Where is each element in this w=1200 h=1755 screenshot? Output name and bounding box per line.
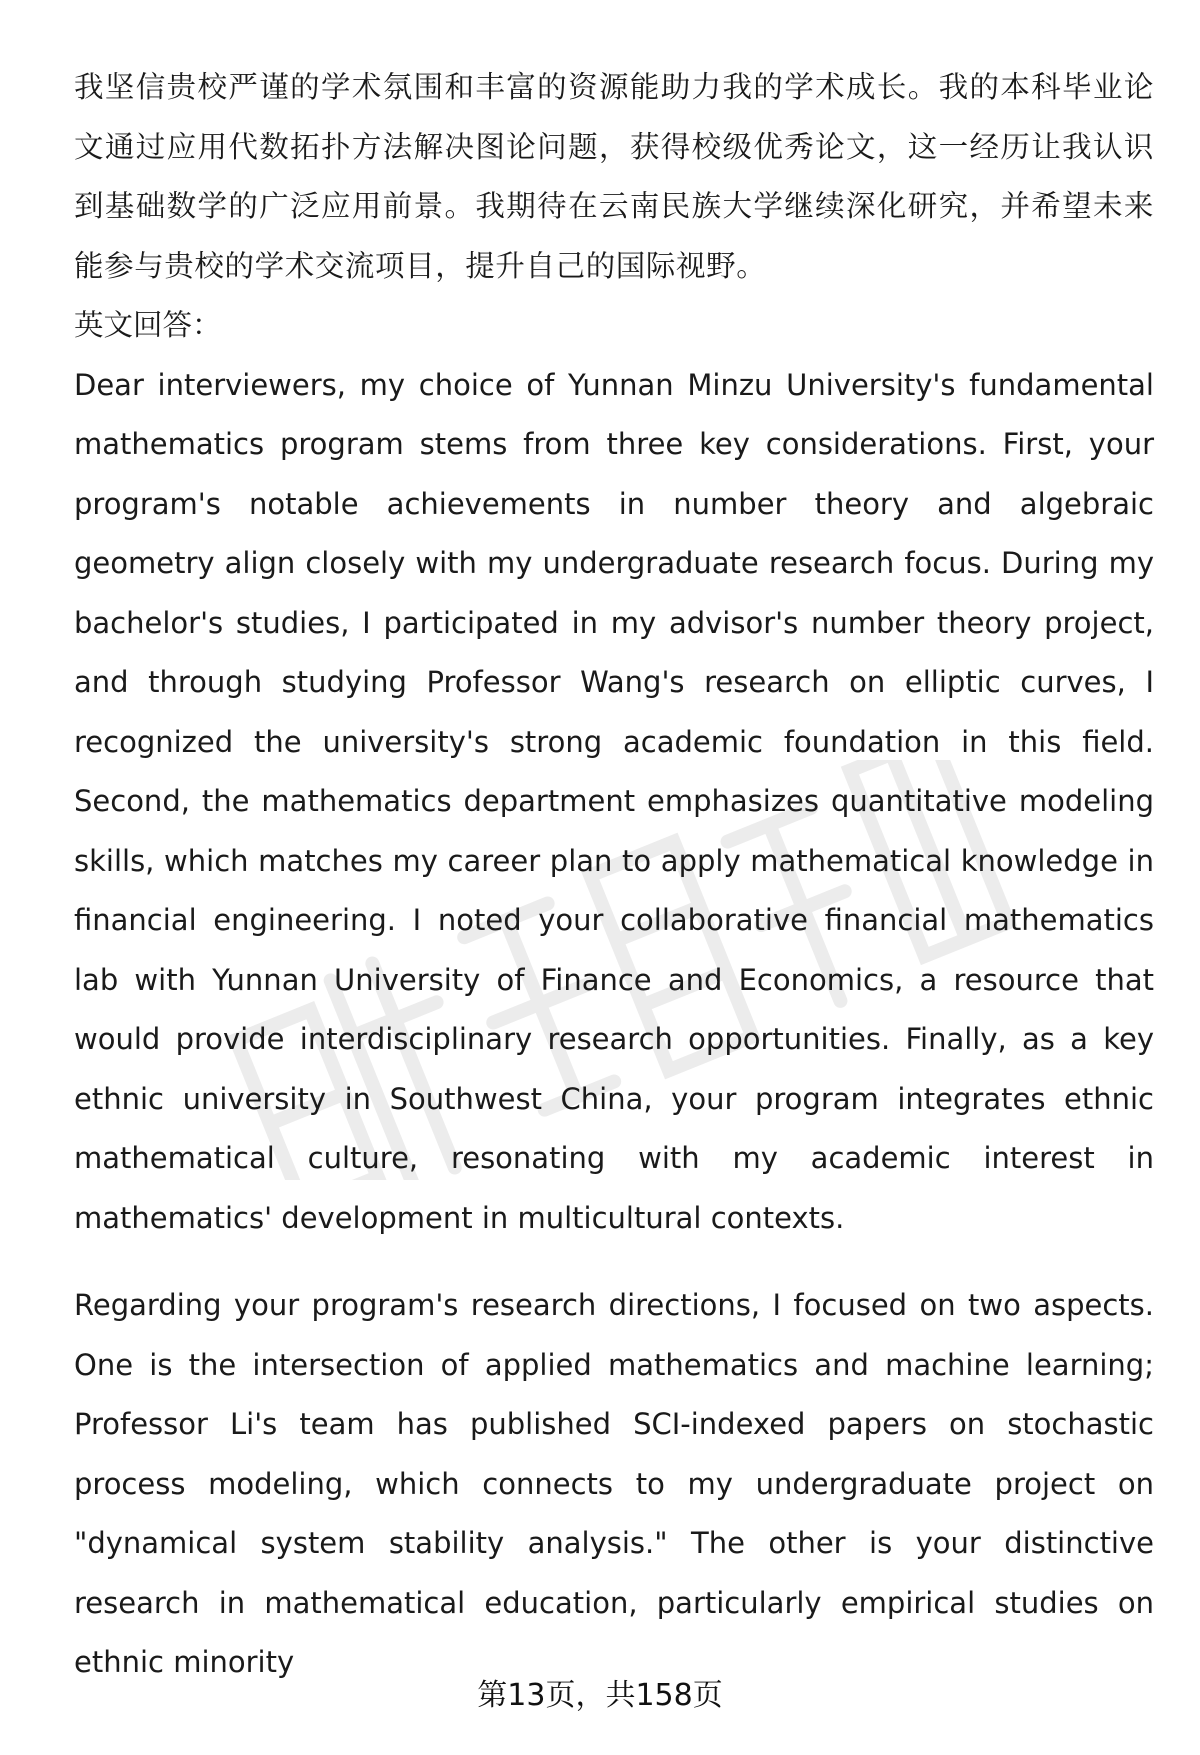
english-answer-paragraph-2: Regarding your program's research directions, I focused on two aspects. One is the intersection of applied mathematics and machine learning; Professor Li's team has published SCI-indexed papers on stochastic process modeling, which connects to my undergraduate project on "dynamical system stability analysis." The other is your distinctive research in mathematical education, particularly empirical studies on ethnic minority — [74, 1288, 1154, 1679]
chinese-answer-paragraph: 我坚信贵校严谨的学术氛围和丰富的资源能助力我的学术成长。我的本科毕业论文通过应用代数拓扑方法解决图论问题，获得校级优秀论文，这一经历让我认识到基础数学的广泛应用前景。我期待在云南民族大学继续深化研究，并希望未来能参与贵校的学术交流项目，提升自己的国际视野。 — [74, 70, 1154, 283]
english-answer-label: 英文回答： — [74, 308, 222, 342]
page-number-footer: 第13页，共158页 — [477, 1678, 723, 1713]
document-body — [74, 58, 1154, 1693]
english-answer-paragraph-1: Dear interviewers, my choice of Yunnan Minzu University's fundamental mathematics program stems from three key considerations. First, your program's notable achievements in number theory and algebraic geometry align closely with my undergraduate research focus. During my bachelor's studies, I participated in my advisor's number theory project, and through studying Professor Wang's research on elliptic curves, I recognized the university's strong academic foundation in this field. Second, the mathematics department emphasizes quantitative modeling skills, which matches my career plan to apply mathematical knowledge in financial engineering. I noted your collaborative financial mathematics lab with Yunnan University of Finance and Economics, a resource that would provide interdisciplinary research opportunities. Finally, as a key ethnic university in Southwest China, your program integrates ethnic mathematical culture, resonating with my academic interest in mathematics' development in multicultural contexts. — [74, 367, 1154, 1235]
